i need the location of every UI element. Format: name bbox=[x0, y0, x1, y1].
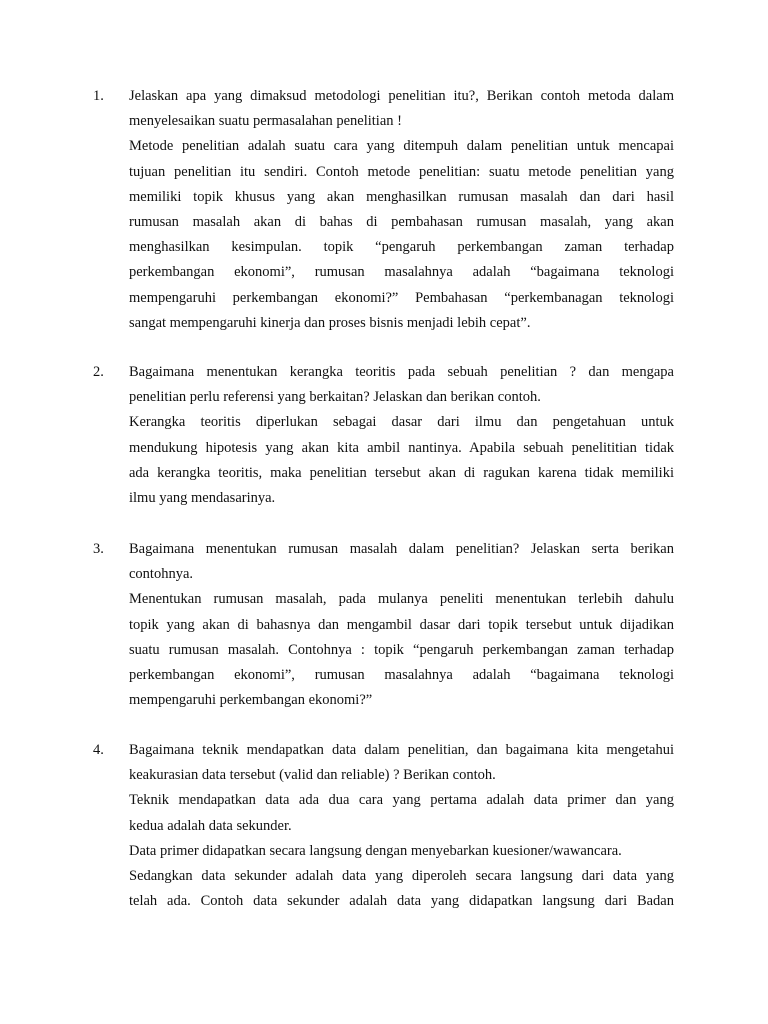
answer-line: menghasilkan kesimpulan. topik “pengaruh perkembangan zaman terhadap bbox=[129, 239, 674, 256]
question-line: Bagaimana menentukan kerangka teoritis pada sebuah penelitian ? dan mengapa bbox=[129, 364, 674, 380]
answer-line: tujuan penelitian itu sendiri. Contoh metode penelitian: suatu metode penelitian yang bbox=[129, 163, 674, 180]
answer-line: mempengaruhi perkembangan ekonomi?” bbox=[129, 692, 373, 709]
item-body bbox=[129, 738, 674, 914]
item-body bbox=[129, 360, 674, 511]
answer-line: telah ada. Contoh data sekunder adalah data yang didapatkan langsung dari Badan bbox=[129, 893, 674, 910]
question-line: Bagaimana teknik mendapatkan data dalam penelitian, dan bagaimana kita mengetahui bbox=[129, 742, 674, 758]
item-number: 3. bbox=[93, 541, 104, 557]
question-line: keakurasian data tersebut (valid dan reliable) ? Berikan contoh. bbox=[129, 767, 496, 784]
item-number: 2. bbox=[93, 364, 104, 380]
answer-line: kedua adalah data sekunder. bbox=[129, 817, 292, 834]
answer-line: ilmu yang mendasarinya. bbox=[129, 489, 276, 506]
answer-line: perkembangan ekonomi”, rumusan masalahnya adalah “bagaimana teknologi bbox=[129, 666, 674, 683]
answer-line: mendukung hipotesis yang akan kita ambil nantinya. Apabila sebuah penelititian tidak bbox=[129, 439, 674, 456]
answer-line: Metode penelitian adalah suatu cara yang ditempuh dalam penelitian untuk mencapai bbox=[129, 138, 674, 155]
answer-line: Kerangka teoritis diperlukan sebagai dasar dari ilmu dan pengetahuan untuk bbox=[129, 414, 674, 431]
answer-line: sangat mempengaruhi kinerja dan proses bisnis menjadi lebih cepat”. bbox=[129, 314, 531, 331]
item-body bbox=[129, 84, 674, 336]
answer-line: Menentukan rumusan masalah, pada mulanya peneliti menentukan terlebih dahulu bbox=[129, 591, 674, 608]
answer-line: Data primer didapatkan secara langsung dengan menyebarkan kuesioner/wawancara. bbox=[129, 842, 622, 859]
answer-line: rumusan masalah akan di bahas di pembahasan rumusan masalah, yang akan bbox=[129, 213, 674, 230]
question-line: menyelesaikan suatu permasalahan penelitian ! bbox=[129, 113, 402, 130]
answer-line: Sedangkan data sekunder adalah data yang diperoleh secara langsung dari data yang bbox=[129, 867, 674, 884]
answer-line: mempengaruhi perkembangan ekonomi?” Pembahasan “perkembanagan teknologi bbox=[129, 289, 674, 306]
answer-line: topik yang akan di bahasnya dan mengambil dasar dari topik tersebut untuk dijadikan bbox=[129, 616, 674, 633]
answer-line: ada kerangka teoritis, maka penelitian tersebut akan di ragukan karena tidak memiliki bbox=[129, 464, 674, 481]
item-number: 4. bbox=[93, 742, 104, 758]
answer-line: memiliki topik khusus yang akan menghasilkan rumusan masalah dan dari hasil bbox=[129, 188, 674, 205]
question-line: penelitian perlu referensi yang berkaitan? Jelaskan dan berikan contoh. bbox=[129, 389, 541, 406]
answer-line: perkembangan ekonomi”, rumusan masalahnya adalah “bagaimana teknologi bbox=[129, 264, 674, 281]
question-line: contohnya. bbox=[129, 566, 194, 583]
question-line: Jelaskan apa yang dimaksud metodologi penelitian itu?, Berikan contoh metoda dalam bbox=[129, 88, 674, 104]
item-number: 1. bbox=[93, 88, 104, 104]
answer-line: Teknik mendapatkan data ada dua cara yang pertama adalah data primer dan yang bbox=[129, 792, 674, 809]
question-line: Bagaimana menentukan rumusan masalah dalam penelitian? Jelaskan serta berikan bbox=[129, 541, 674, 557]
item-body bbox=[129, 537, 674, 713]
answer-line: suatu rumusan masalah. Contohnya : topik “pengaruh perkembangan zaman terhadap bbox=[129, 641, 674, 658]
